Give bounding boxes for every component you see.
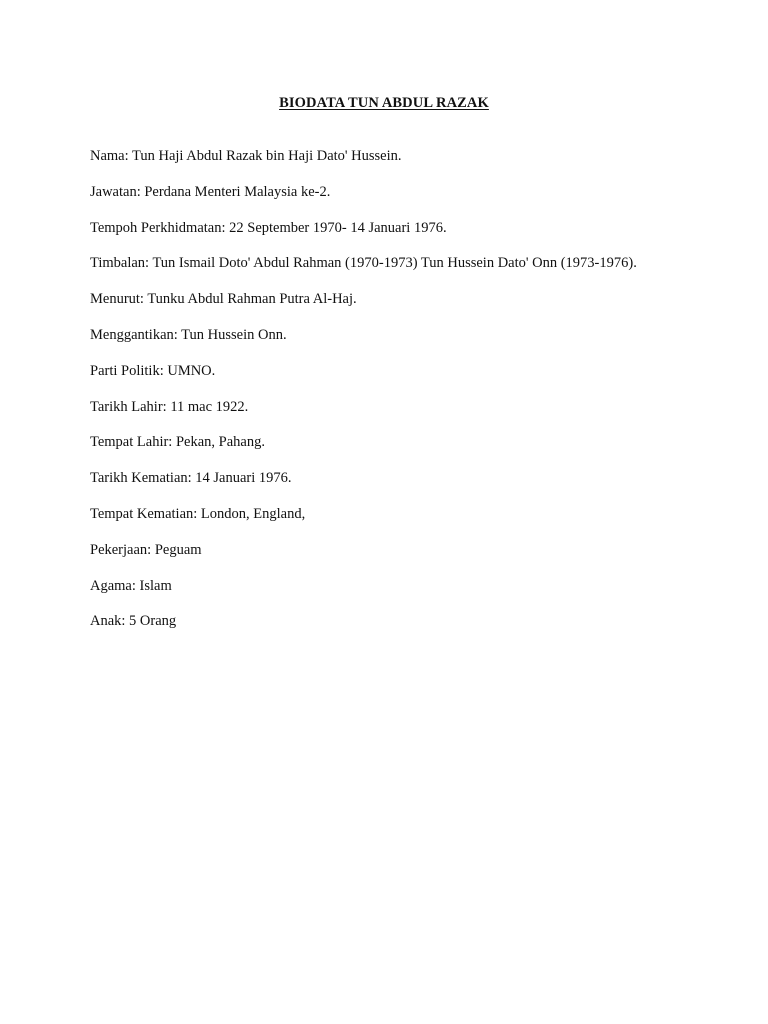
field-anak: Anak: 5 Orang (90, 613, 177, 630)
field-tempoh-perkhidmatan: Tempoh Perkhidmatan: 22 September 1970- 14 Januari 1976. (90, 219, 447, 236)
field-menurut: Menurut: Tunku Abdul Rahman Putra Al-Haj. (90, 291, 357, 308)
field-tempat-kematian: Tempat Kematian: London, England, (90, 505, 306, 522)
field-agama: Agama: Islam (90, 577, 172, 594)
field-timbalan: Timbalan: Tun Ismail Doto' Abdul Rahman (1970-1973) Tun Hussein Dato' Onn (1973-1976). (90, 255, 637, 272)
field-pekerjaan: Pekerjaan: Peguam (90, 541, 202, 558)
biodata-field-list (90, 146, 750, 647)
field-tarikh-kematian: Tarikh Kematian: 14 Januari 1976. (90, 470, 292, 487)
field-tarikh-lahir: Tarikh Lahir: 11 mac 1922. (90, 398, 249, 415)
field-jawatan: Jawatan: Perdana Menteri Malaysia ke-2. (90, 183, 331, 200)
field-parti-politik: Parti Politik: UMNO. (90, 362, 216, 379)
field-tempat-lahir: Tempat Lahir: Pekan, Pahang. (90, 434, 265, 451)
field-menggantikan: Menggantikan: Tun Hussein Onn. (90, 326, 287, 343)
document-title: BIODATA TUN ABDUL RAZAK (279, 95, 489, 111)
field-nama: Nama: Tun Haji Abdul Razak bin Haji Dato' Hussein. (90, 148, 402, 164)
